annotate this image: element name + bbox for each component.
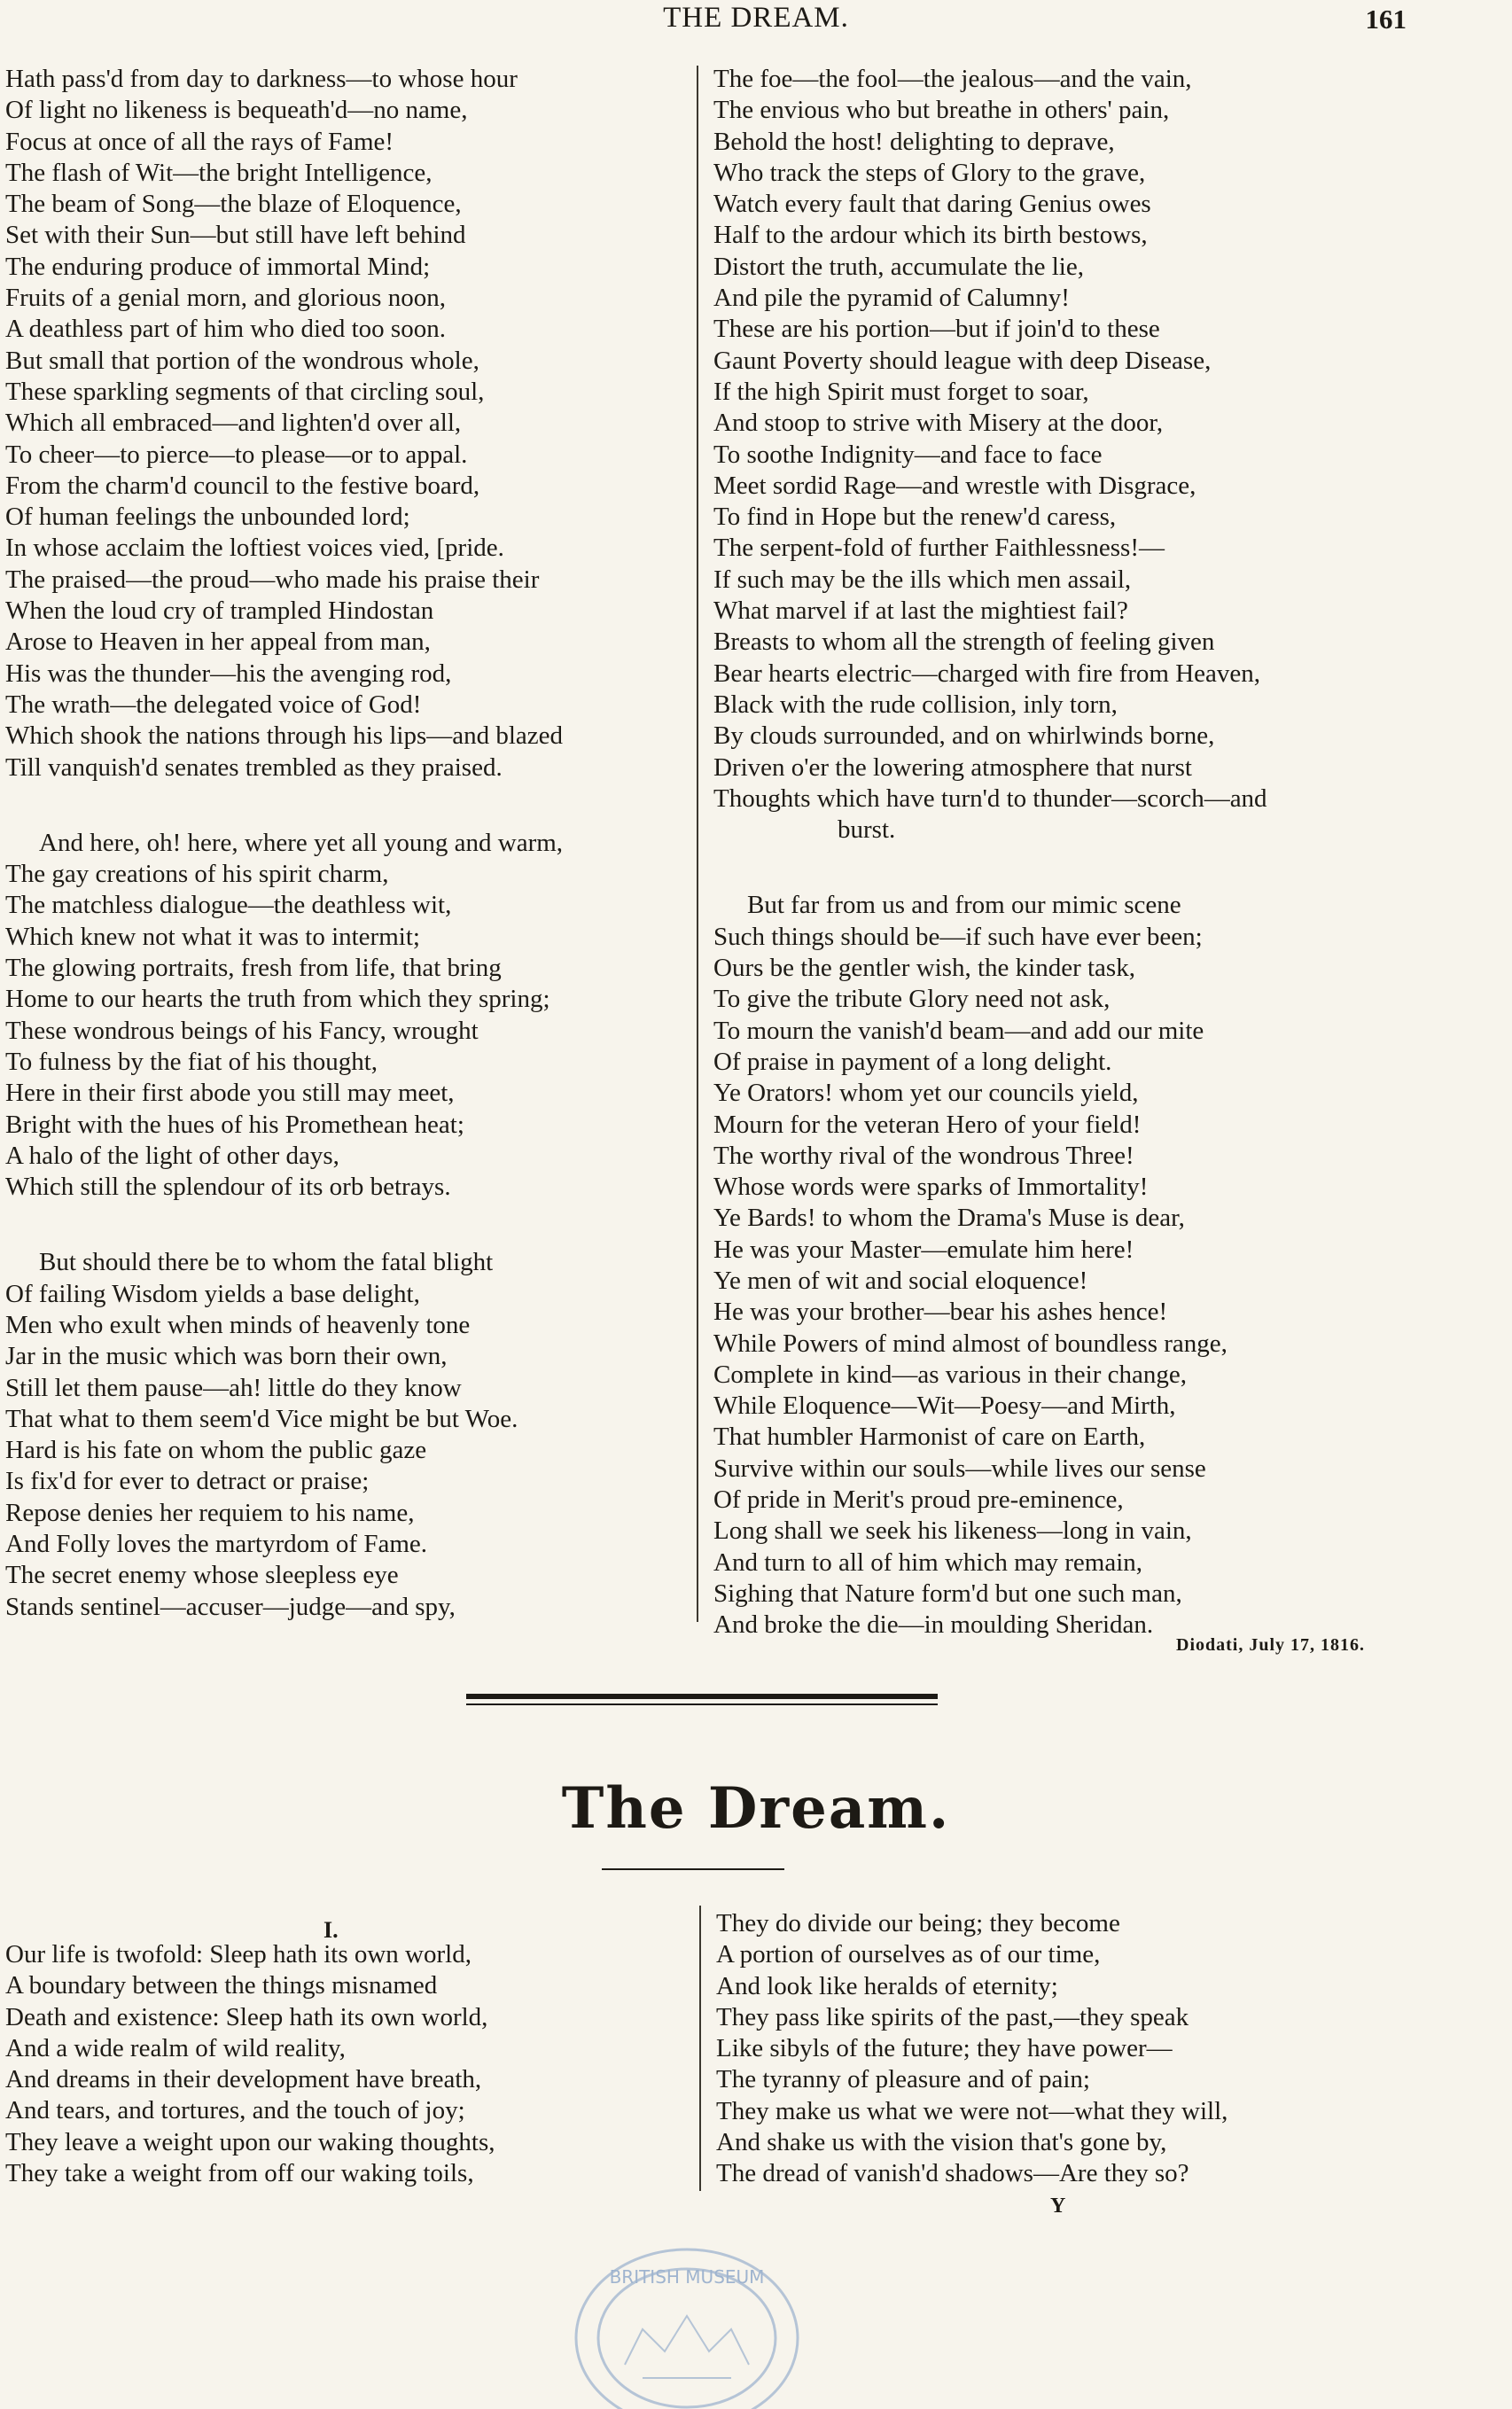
poem-line: If the high Spirit must forget to soar, <box>713 377 1089 406</box>
poem-line: Set with their Sun—but still have left behind <box>5 221 466 250</box>
column-divider-lower <box>699 1906 701 2191</box>
poem-line: To mourn the vanish'd beam—and add our mite <box>713 1016 1204 1045</box>
poem-line: Complete in kind—as various in their change, <box>713 1360 1187 1389</box>
poem-line: Repose denies her requiem to his name, <box>5 1498 415 1527</box>
poem-line: Mourn for the veteran Hero of your field! <box>713 1110 1142 1139</box>
section-rule <box>466 1694 938 1699</box>
section-rule-thin <box>466 1703 938 1705</box>
poem-line: A deathless part of him who died too soon. <box>5 315 446 344</box>
poem-line: And turn to all of him which may remain, <box>713 1548 1143 1577</box>
poem-line: Till vanquish'd senates trembled as they praised. <box>5 752 503 782</box>
section-title: The Dream. <box>561 1775 951 1842</box>
poem-line: While Eloquence—Wit—Poesy—and Mirth, <box>713 1392 1176 1421</box>
poem-line: Which knew not what it was to intermit; <box>5 922 420 951</box>
poem-line: And stoop to strive with Misery at the door, <box>713 409 1164 438</box>
poem-line: Half to the ardour which its birth bestows, <box>713 221 1148 250</box>
poem-line: The flash of Wit—the bright Intelligence, <box>5 158 433 187</box>
poem-line: What marvel if at last the mightiest fail? <box>713 596 1128 626</box>
stanza-break <box>5 1203 563 1247</box>
running-title: THE DREAM. <box>663 2 849 34</box>
poem-line: The secret enemy whose sleepless eye <box>5 1561 399 1590</box>
poem-line: That what to them seem'd Vice might be but Woe. <box>5 1404 518 1433</box>
poem-line: Home to our hearts the truth from which they spring; <box>5 985 550 1014</box>
poem-line: Fruits of a genial morn, and glorious noon, <box>5 284 446 313</box>
poem-line: Of praise in payment of a long delight. <box>713 1047 1112 1076</box>
poem-line: But small that portion of the wondrous whole, <box>5 346 479 375</box>
poem-line: To cheer—to pierce—to please—or to appal. <box>5 440 468 469</box>
poem-line: To fulness by the fiat of his thought, <box>5 1047 378 1076</box>
poem-line: The foe—the fool—the jealous—and the vain, <box>713 65 1192 93</box>
poem-line: These sparkling segments of that circling soul, <box>5 377 485 406</box>
poem-line: Jar in the music which was born their own, <box>5 1342 448 1371</box>
poem-line: To give the tribute Glory need not ask, <box>713 985 1111 1014</box>
poem-line: Ours be the gentler wish, the kinder task, <box>713 954 1135 983</box>
library-stamp <box>563 2232 811 2409</box>
poem-line: When the loud cry of trampled Hindostan <box>5 596 434 626</box>
poem-line: Hath pass'd from day to darkness—to whose hour <box>5 65 518 93</box>
poem-line: Here in their first abode you still may meet, <box>5 1079 455 1108</box>
poem-line: The wrath—the delegated voice of God! <box>5 690 422 719</box>
poem-line: The serpent-fold of further Faithlessness!— <box>713 534 1165 563</box>
poem-line: Our life is twofold: Sleep hath its own world, <box>5 1940 472 1969</box>
poem-line: Of failing Wisdom yields a base delight, <box>5 1279 420 1308</box>
poem-line: The beam of Song—the blaze of Eloquence, <box>5 190 462 219</box>
poem-line: That humbler Harmonist of care on Earth, <box>713 1423 1146 1452</box>
poem-line: Behold the host! delighting to deprave, <box>713 127 1115 156</box>
poem-line: The enduring produce of immortal Mind; <box>5 252 431 281</box>
poem-line: Death and existence: Sleep hath its own world, <box>5 2002 488 2031</box>
poem-line: While Powers of mind almost of boundless range, <box>713 1329 1228 1358</box>
poem-line: Arose to Heaven in her appeal from man, <box>5 628 431 657</box>
poem-line: Like sibyls of the future; they have power— <box>716 2034 1173 2063</box>
poem-line: Thoughts which have turn'd to thunder—scorch—and <box>713 784 1267 813</box>
poem-line: These wondrous beings of his Fancy, wrought <box>5 1016 479 1045</box>
poem-line: These are his portion—but if join'd to these <box>713 315 1160 344</box>
poem-line: The praised—the proud—who made his praise their <box>5 565 540 594</box>
poem-line: Focus at once of all the rays of Fame! <box>5 127 394 156</box>
poem-line: burst. <box>838 815 896 845</box>
poem-line: A halo of the light of other days, <box>5 1141 339 1170</box>
poem-line: But far from us and from our mimic scene <box>747 891 1181 920</box>
poem-line: And here, oh! here, where yet all young and warm, <box>39 828 564 857</box>
poem-line: Is fix'd for ever to detract or praise; <box>5 1467 370 1496</box>
poem-line: Bear hearts electric—charged with fire from Heaven, <box>713 659 1261 688</box>
poem-line: Still let them pause—ah! little do they know <box>5 1373 462 1402</box>
lower-right-column <box>716 1908 1228 2190</box>
poem-line: Of human feelings the unbounded lord; <box>5 503 410 532</box>
poem-line: Watch every fault that daring Genius owes <box>713 190 1151 219</box>
stamp-text: BRITISH MUSEUM <box>609 2266 765 2288</box>
poem-line: Survive within our souls—while lives our sense <box>713 1454 1206 1483</box>
poem-line: A boundary between the things misnamed <box>5 1971 438 2000</box>
poem-line: Men who exult when minds of heavenly tone <box>5 1310 471 1339</box>
poem-line: Of pride in Merit's proud pre-eminence, <box>713 1485 1124 1515</box>
poem-line: They leave a weight upon our waking thoughts, <box>5 2127 495 2156</box>
upper-left-column <box>5 64 563 1623</box>
poem-line: In whose acclaim the loftiest voices vied, [pride. <box>5 534 504 563</box>
column-divider <box>697 66 698 1622</box>
poem-line: And a wide realm of wild reality, <box>5 2033 346 2062</box>
poem-line: Gaunt Poverty should league with deep Disease, <box>713 346 1212 375</box>
running-header <box>0 0 1512 44</box>
poem-line: Which shook the nations through his lips—and blazed <box>5 721 564 751</box>
poem-line: He was your brother—bear his ashes hence! <box>713 1298 1168 1327</box>
poem-line: Ye Orators! whom yet our councils yield, <box>713 1079 1139 1108</box>
poem-line: The matchless dialogue—the deathless wit, <box>5 891 452 920</box>
poem-line: And look like heralds of eternity; <box>716 1971 1058 2000</box>
poem-line: The dread of vanish'd shadows—Are they so? <box>716 2159 1189 2188</box>
poem-line: The glowing portraits, fresh from life, that bring <box>5 954 502 983</box>
poem-line: And pile the pyramid of Calumny! <box>713 284 1070 313</box>
poem-line: Bright with the hues of his Promethean heat; <box>5 1110 464 1139</box>
poem-line: The tyranny of pleasure and of pain; <box>716 2065 1090 2094</box>
poem-line: And tears, and tortures, and the touch of joy; <box>5 2096 465 2125</box>
poem-line: The worthy rival of the wondrous Three! <box>713 1141 1134 1170</box>
poem-line: Of light no likeness is bequeath'd—no name, <box>5 96 468 125</box>
poem-line: Whose words were sparks of Immortality! <box>713 1173 1149 1202</box>
stanza-break <box>5 784 563 828</box>
poem-line: And Folly loves the martyrdom of Fame. <box>5 1530 428 1559</box>
poem-line: He was your Master—emulate him here! <box>713 1235 1134 1264</box>
poem-line: And dreams in their development have breath, <box>5 2065 482 2094</box>
poem-line: Such things should be—if such have ever been; <box>713 922 1203 951</box>
poem-line: To find in Hope but the renew'd caress, <box>713 503 1117 532</box>
poem-line: And broke the die—in moulding Sheridan. <box>713 1610 1154 1640</box>
poem-line: The gay creations of his spirit charm, <box>5 860 389 889</box>
poem-line: A portion of ourselves as of our time, <box>716 1940 1101 1969</box>
poem-line: Distort the truth, accumulate the lie, <box>713 252 1084 281</box>
poem-line: But should there be to whom the fatal blight <box>39 1248 494 1277</box>
signature-mark: Y <box>1050 2195 1066 2218</box>
poem-line: From the charm'd council to the festive board, <box>5 471 480 500</box>
poem-line: Ye Bards! to whom the Drama's Muse is dear, <box>713 1204 1185 1233</box>
poem-line: Long shall we seek his likeness—long in vain, <box>713 1516 1192 1546</box>
poem-line: They make us what we were not—what they will, <box>716 2096 1228 2125</box>
lower-left-column <box>5 1939 495 2189</box>
canto-number: I. <box>323 1917 339 1943</box>
poem-line: Ye men of wit and social eloquence! <box>713 1266 1088 1295</box>
poem-line: If such may be the ills which men assail, <box>713 565 1132 594</box>
title-rule <box>602 1868 784 1870</box>
poem-line: Black with the rude collision, inly torn, <box>713 690 1118 719</box>
poem-line: Which all embraced—and lighten'd over all, <box>5 409 462 438</box>
poem-line: They take a weight from off our waking toils, <box>5 2159 474 2188</box>
poem-line: They pass like spirits of the past,—they speak <box>716 2002 1189 2031</box>
poem-line: Breasts to whom all the strength of feeling given <box>713 628 1215 657</box>
poem-line: They do divide our being; they become <box>716 1909 1120 1937</box>
poem-line: Meet sordid Rage—and wrestle with Disgrace, <box>713 471 1196 500</box>
poem-line: His was the thunder—his the avenging rod, <box>5 659 452 688</box>
poem-line: Stands sentinel—accuser—judge—and spy, <box>5 1592 456 1621</box>
poem-line: Which still the splendour of its orb betrays. <box>5 1173 451 1202</box>
dateline: Diodati, July 17, 1816. <box>1176 1635 1366 1655</box>
poem-line: And shake us with the vision that's gone by, <box>716 2128 1167 2157</box>
poem-line: Sighing that Nature form'd but one such man, <box>713 1579 1182 1608</box>
poem-line: Driven o'er the lowering atmosphere that nurst <box>713 752 1192 782</box>
poem-line: Who track the steps of Glory to the grave, <box>713 158 1146 187</box>
upper-right-column <box>713 64 1267 1641</box>
poem-line: To soothe Indignity—and face to face <box>713 440 1103 469</box>
page-number: 161 <box>1365 4 1407 35</box>
poem-line: The envious who but breathe in others' pain, <box>713 96 1170 125</box>
poem-line: Hard is his fate on whom the public gaze <box>5 1436 427 1465</box>
poem-line: By clouds surrounded, and on whirlwinds borne, <box>713 721 1215 751</box>
stanza-break <box>713 846 1267 890</box>
